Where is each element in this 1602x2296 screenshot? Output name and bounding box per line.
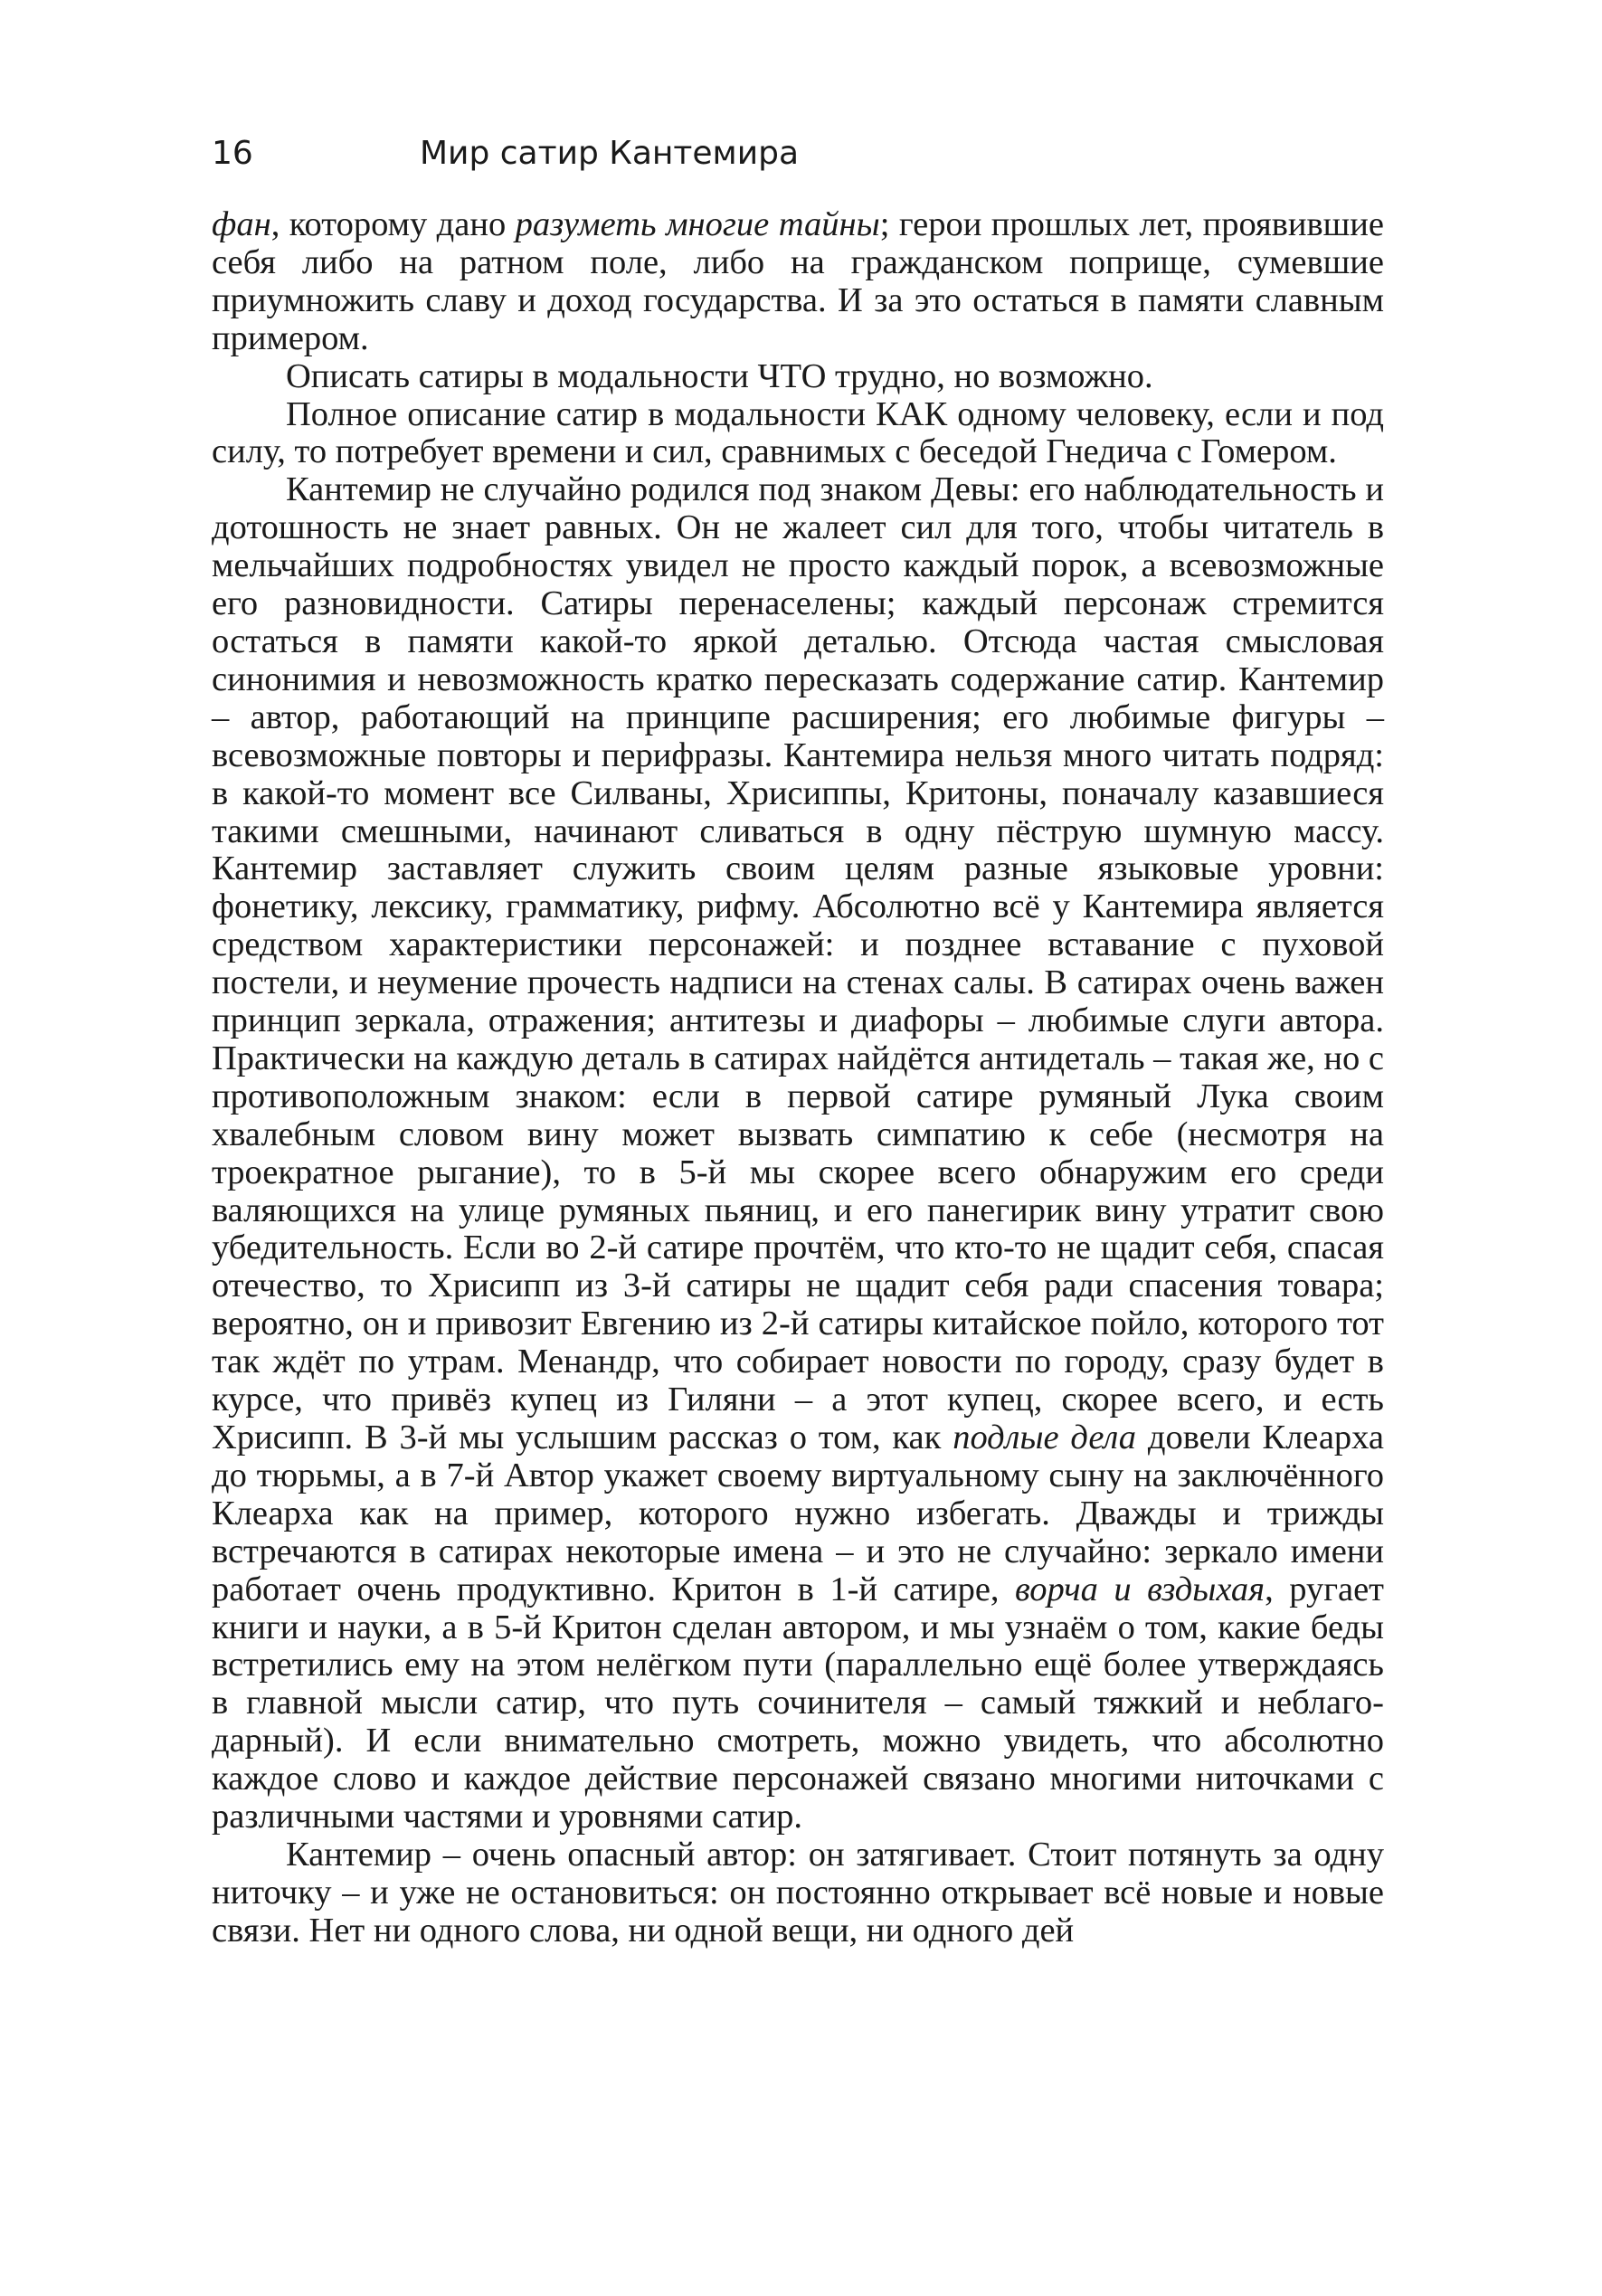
italic-phrase: фан — [212, 205, 271, 243]
page-number: 16 — [212, 135, 253, 172]
paragraph — [212, 206, 1384, 358]
paragraph — [212, 471, 1384, 1836]
text-run: Описать сатиры в модальности ЧТО трудно, но возможно. — [286, 356, 1153, 395]
italic-phrase: подлые дела — [953, 1418, 1137, 1456]
paragraph — [212, 1836, 1384, 1950]
text-run: Кантемир не случайно родился под знаком Девы: его наблюдательность и дотошность не знает равных. Он не жалеет сил для того, чтобы читатель в мельчайших подробностях увидел не просто каждый порок, а всевозможные его разновидности. Сатиры перенаселены; каждый персонаж стремится остаться в памяти какой-то яркой деталью. Отсюда частая смысловая синонимия и невозможность кратко пересказать содержание сатир. Кантемир – автор, работающий на принципе расширения; его любимые фигуры – всевозможные повторы и перифразы. Кантемира нельзя много читать подряд: в какой-то момент все Силваны, Хрисиппы, Критоны, поначалу казавшиеся такими смешными, начинают сливаться в одну пёструю шумную массу. Кантемир заставляет служить своим целям разные языковые уровни: фонетику, лексику, грамматику, рифму. Абсолютно всё у Кантемира является средством характеристики персонажей: и позднее вставание с пуховой постели, и неумение прочесть надписи на стенах салы. В сатирах очень важен принцип зеркала, отражения; антитезы и диафоры – любимые слуги автора. Практически на каждую деталь в сатирах найдётся антидеталь – такая же, но с противоположным знаком: если в первой сатире румяный Лука своим хвалебным словом вину может вызвать симпатию к себе (несмотря на троекратное рыгание), то в 5-й мы скорее всего обнаружим его среди валяющихся на улице румяных пьяниц, и его панегирик вину утратит свою убедительность. Если во 2-й сатире прочтём, что кто-то не щадит себя, спасая отечество, то Хрисипп из 3-й сатиры не щадит себя ради спасения товара; вероятно, он и привозит Евгению из 2-й сатиры китайское пойло, которого тот так ждёт по утрам. Менандр, что собирает новости по городу, сразу будет в курсе, что привёз купец из Гиляни – а этот купец, скорее всего, и есть Хрисипп. В 3-й мы услышим рассказ о том, как — [212, 470, 1384, 1456]
text-run: довели Клеарха до тюрьмы, а в 7-й Автор укажет своему виртуальному сыну на заключённого Клеарха как на пример, которого нужно избегать. Дважды и трижды встречаются в сатирах некоторые имена – и это не случайно: зеркало имени работает очень продуктивно. Критон в 1-й сатире, — [212, 1418, 1385, 1608]
paragraph — [212, 396, 1384, 472]
text-run: , которому дано — [270, 205, 516, 243]
paragraph — [212, 358, 1384, 396]
running-header — [212, 128, 1388, 179]
text-run: Кантемир – очень опасный автор: он затягивает. Стоит потянуть за одну ниточку – и уже не остановиться: он постоянно открывает всё новые и новые связи. Нет ни одного слова, ни одной вещи, ни одного дей — [212, 1835, 1384, 1950]
body-text — [212, 206, 1384, 1950]
text-run: , ругает книги и науки, а в 5-й Критон сделан автором, и мы узнаём о том, какие беды встретились ему на этом нелёгком пути (параллельно ещё более утверждаясь в главной мысли сатир, что путь сочинителя – самый тяжкий и неблагодарный). И если внимательно смотреть, можно увидеть, что абсолютно каждое слово и каждое действие персонажей связано многими ниточками с различными частями и уровнями сатир. — [212, 1570, 1385, 1836]
text-run: ; герои прошлых лет, проявившие себя либо на ратном поле, либо на гражданском поприще, сумевшие приумножить славу и доход государства. И за это остаться в памяти славным примером. — [212, 205, 1385, 357]
italic-phrase: ворча и вздыхая — [1015, 1570, 1265, 1608]
running-header-title: Мир сатир Кантемира — [420, 135, 800, 172]
italic-phrase: разуметь многие тайны — [515, 205, 880, 243]
text-run: Полное описание сатир в модальности КАК одному человеку, если и под силу, то потребует времени и сил, сравнимых с беседой Гнедича с Гомером. — [212, 394, 1384, 471]
